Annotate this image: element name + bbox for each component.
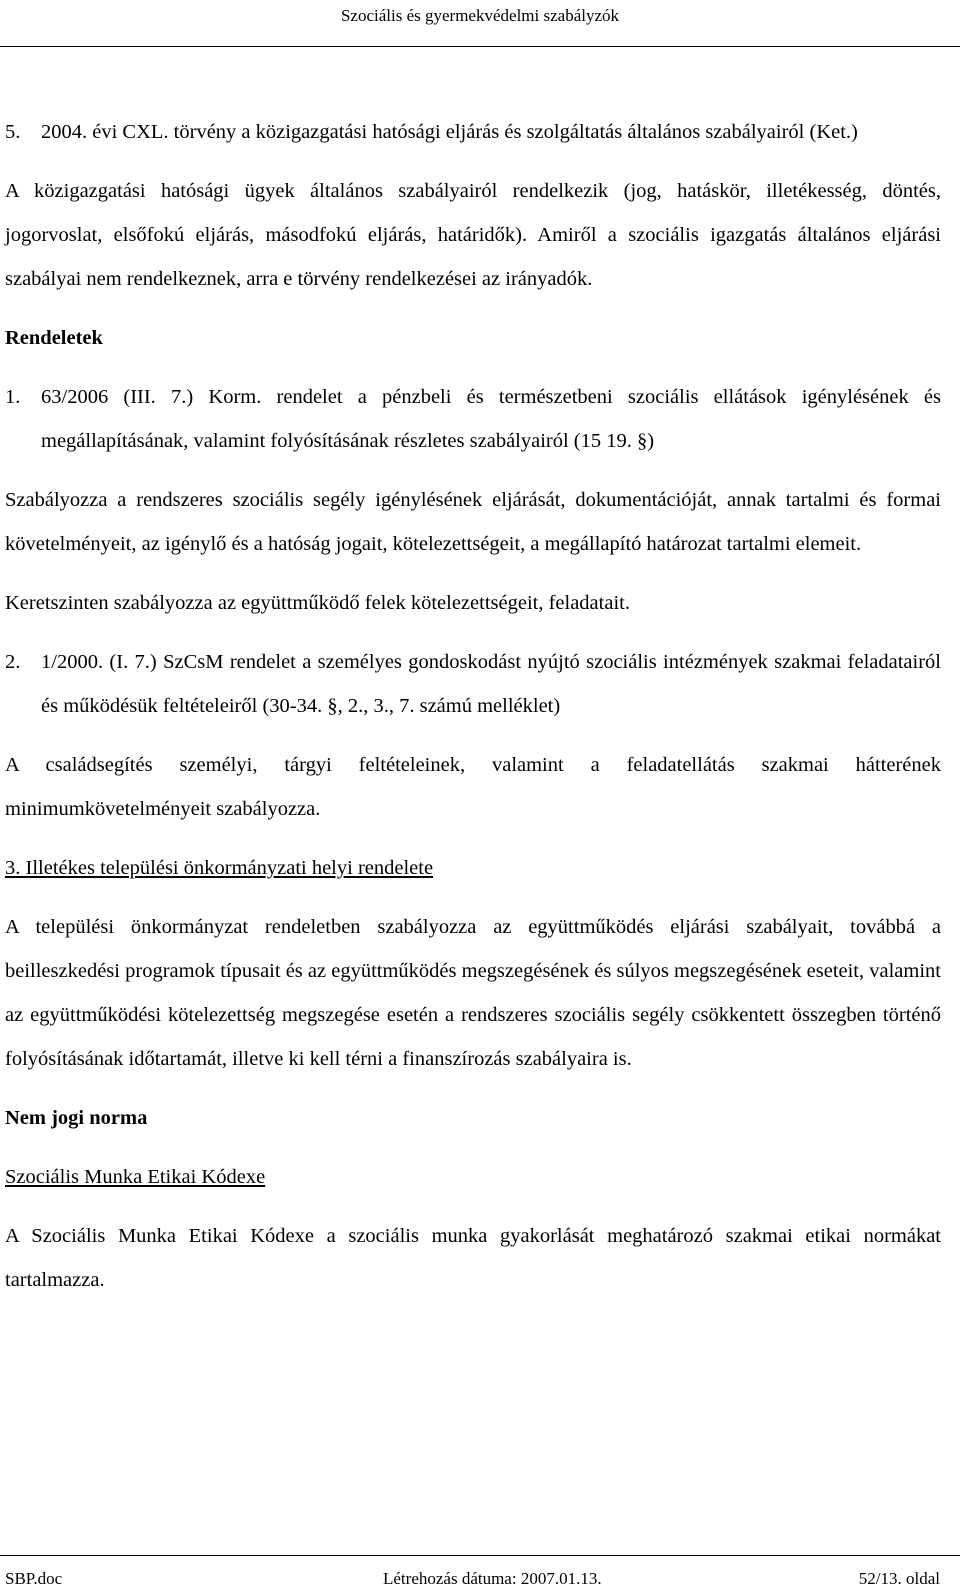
page-header xyxy=(0,0,960,47)
regulation-description: A családsegítés személyi, tárgyi feltételeinek, valamint a feladatellátás szakmai hátterének minimumkövetelményeit szabályozza. xyxy=(5,754,941,820)
item-number: 5. xyxy=(5,121,21,143)
section-heading-local-decree: 3. Illetékes települési önkormányzati helyi rendelete xyxy=(5,857,434,879)
page-footer xyxy=(0,1555,960,1594)
regulation-title: 1/2000. (I. 7.) SzCsM rendelet a személyes gondoskodást nyújtó szociális intézmények szakmai feladatairól és működésük feltételeiről (30-34. §, 2., 3., 7. számú melléklet) xyxy=(41,651,941,717)
footer-created-date: Létrehozás dátuma: 2007.01.13. xyxy=(383,1569,602,1588)
item-number: 1. xyxy=(5,386,21,408)
section-heading-rendeletek: Rendeletek xyxy=(5,327,103,349)
local-decree-description: A települési önkormányzat rendeletben szabályozza az együttműködés eljárási szabályait, továbbá a beilleszkedési programok típusait és az együttműködés megszegésének és súlyos megszegésének eseteit, valamint az együttműködési kötelezettség megszegése esetén a rendszeres szociális segély csökkentett összegben történő folyósításának időtartamát, illetve ki kell térni a finanszírozás szabályaira is. xyxy=(5,916,941,1070)
law-description: A közigazgatási hatósági ügyek általános szabályairól rendelkezik (jog, hatáskör, illetékesség, döntés, jogorvoslat, elsőfokú eljárás, másodfokú eljárás, határidők). Amiről a szociális igazgatás általános eljárási szabályai nem rendelkeznek, arra e törvény rendelkezései az irányadók. xyxy=(5,180,941,290)
footer-filename: SBP.doc xyxy=(5,1569,63,1588)
footer-page-number: 52/13. oldal xyxy=(858,1569,940,1588)
regulation-item-1 xyxy=(5,375,941,463)
ethics-code-description: A Szociális Munka Etikai Kódexe a szociális munka gyakorlását meghatározó szakmai etikai normákat tartalmazza. xyxy=(5,1225,941,1291)
regulation-title: 63/2006 (III. 7.) Korm. rendelet a pénzbeli és természetbeni szociális ellátások igénylésének és megállapításának, valamint folyósításának részletes szabályairól (15 19. §) xyxy=(41,386,941,452)
document-body xyxy=(5,110,941,1302)
law-title: 2004. évi CXL. törvény a közigazgatási hatósági eljárás és szolgáltatás általános szabályairól (Ket.) xyxy=(41,121,858,143)
item-number: 2. xyxy=(5,651,21,673)
regulation-description: Keretszinten szabályozza az együttműködő felek kötelezettségeit, feladatait. xyxy=(5,592,630,614)
section-heading-non-legal: Nem jogi norma xyxy=(5,1107,148,1129)
ethics-code-heading: Szociális Munka Etikai Kódexe xyxy=(5,1166,266,1188)
document-title: Szociális és gyermekvédelmi szabályzók xyxy=(340,6,620,25)
regulation-description: Szabályozza a rendszeres szociális segély igénylésének eljárását, dokumentációját, annak tartalmi és formai követelményeit, az igénylő és a hatóság jogait, kötelezettségeit, a megállapító határozat tartalmi elemeit. xyxy=(5,489,941,555)
regulation-item-2 xyxy=(5,640,941,728)
law-item-5 xyxy=(5,110,941,154)
